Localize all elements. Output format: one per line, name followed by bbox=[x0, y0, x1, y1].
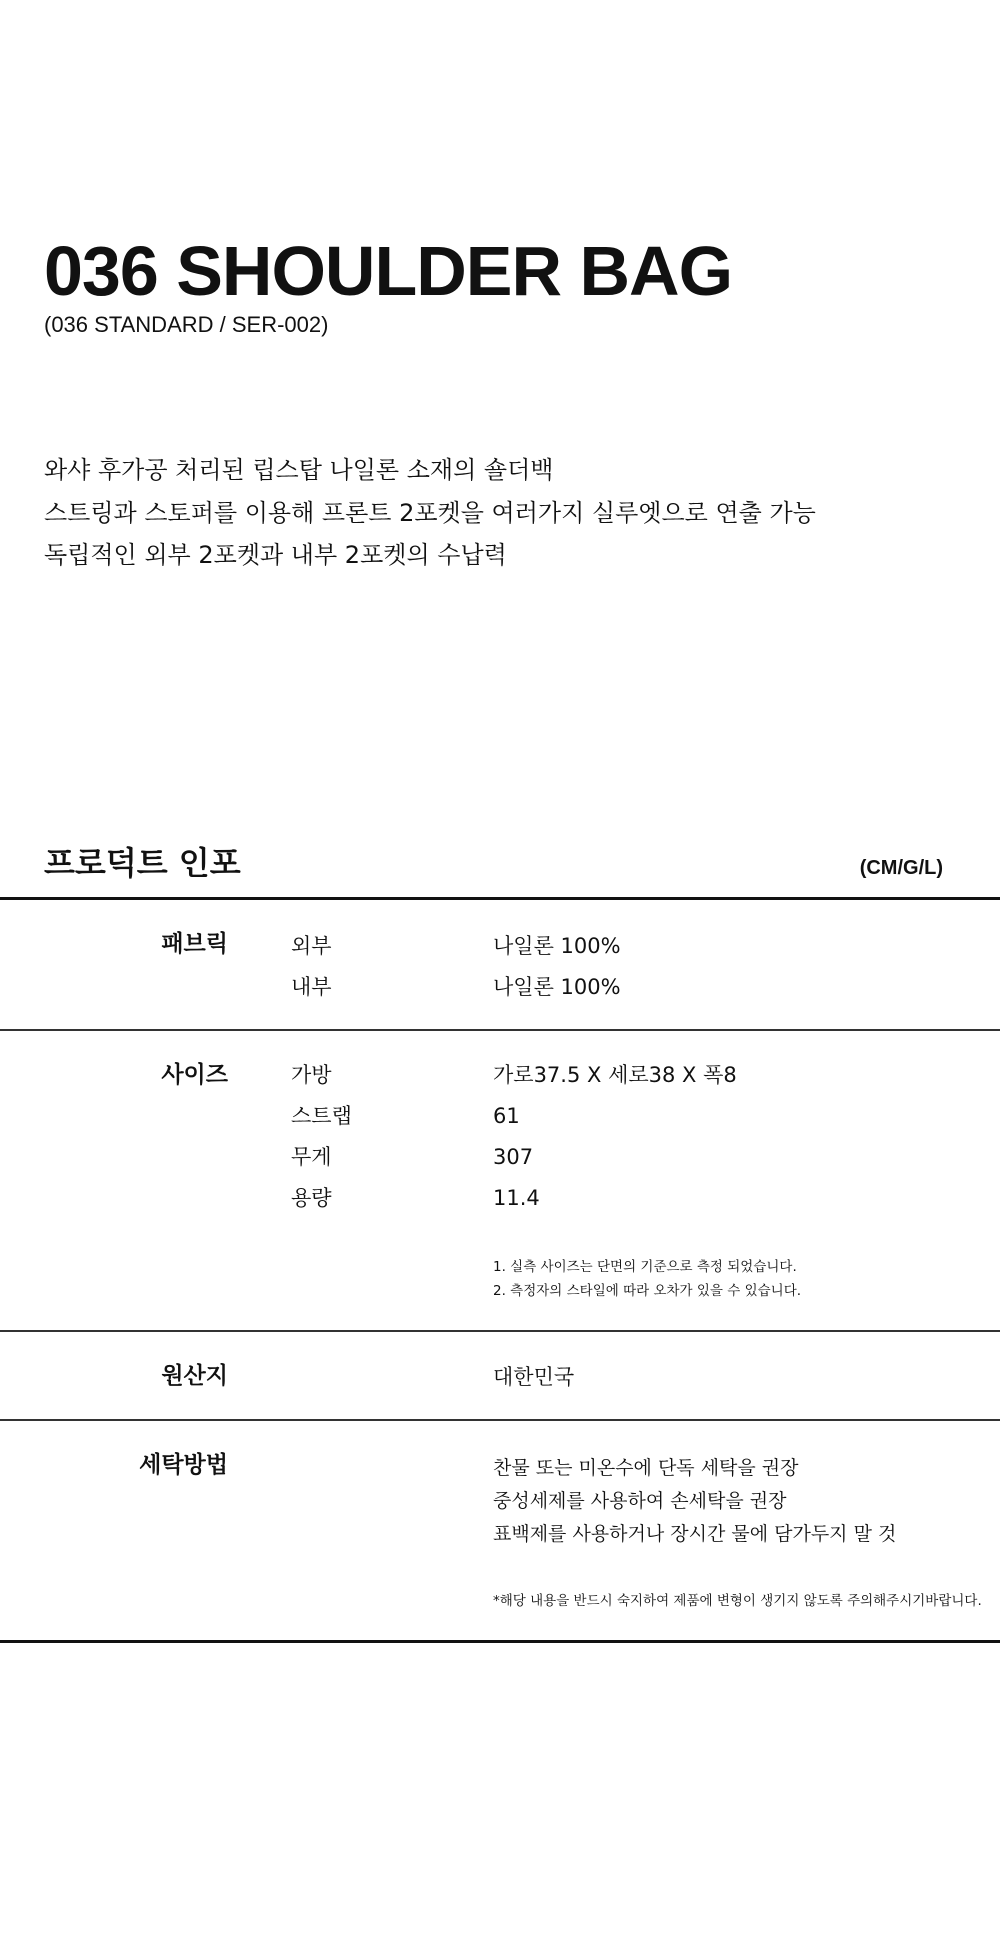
care-line: 표백제를 사용하거나 장시간 물에 담가두지 말 것 bbox=[493, 1523, 897, 1545]
size-strap-value: 61 bbox=[493, 1104, 520, 1128]
divider bbox=[0, 1640, 1000, 1643]
unit-label: (CM/G/L) bbox=[859, 857, 943, 879]
origin-value: 대한민국 bbox=[493, 1365, 575, 1389]
description-line: 와샤 후가공 처리된 립스탑 나일론 소재의 숄더백 bbox=[44, 456, 554, 484]
divider bbox=[0, 1330, 1000, 1332]
size-bag-value: 가로37.5 X 세로38 X 폭8 bbox=[493, 1063, 737, 1087]
size-volume-value: 11.4 bbox=[493, 1186, 540, 1210]
fabric-outer-label: 외부 bbox=[291, 934, 332, 958]
size-note: 1. 실측 사이즈는 단면의 기준으로 측정 되었습니다. bbox=[493, 1259, 797, 1275]
size-strap-label: 스트랩 bbox=[291, 1104, 352, 1128]
size-weight-label: 무게 bbox=[291, 1145, 332, 1169]
divider bbox=[0, 897, 1000, 900]
origin-label: 원산지 bbox=[161, 1363, 228, 1389]
size-weight-value: 307 bbox=[493, 1145, 534, 1169]
info-title: 프로덕트 인포 bbox=[44, 844, 241, 882]
size-label: 사이즈 bbox=[161, 1062, 228, 1088]
size-volume-label: 용량 bbox=[291, 1186, 332, 1210]
description-line: 독립적인 외부 2포켓과 내부 2포켓의 수납력 bbox=[44, 541, 507, 569]
care-note: *해당 내용을 반드시 숙지하여 제품에 변형이 생기지 않도록 주의해주시기바랍니다. bbox=[493, 1593, 982, 1609]
product-subtitle: (036 STANDARD / SER-002) bbox=[44, 312, 329, 337]
care-instructions bbox=[493, 1452, 896, 1551]
fabric-outer-value: 나일론 100% bbox=[493, 934, 621, 958]
divider bbox=[0, 1029, 1000, 1031]
description-line: 스트링과 스토퍼를 이용해 프론트 2포켓을 여러가지 실루엣으로 연출 가능 bbox=[44, 498, 816, 527]
divider bbox=[0, 1419, 1000, 1421]
fabric-inner-value: 나일론 100% bbox=[493, 975, 621, 999]
care-label: 세탁방법 bbox=[139, 1452, 228, 1478]
size-note: 2. 측정자의 스타일에 따라 오차가 있을 수 있습니다. bbox=[493, 1283, 802, 1299]
care-line: 찬물 또는 미온수에 단독 세탁을 권장 bbox=[493, 1457, 799, 1479]
product-title: 036 SHOULDER BAG bbox=[44, 232, 733, 310]
product-description bbox=[44, 449, 816, 577]
fabric-label: 패브릭 bbox=[161, 931, 228, 957]
fabric-inner-label: 내부 bbox=[291, 975, 332, 999]
size-bag-label: 가방 bbox=[291, 1063, 332, 1087]
care-line: 중성세제를 사용하여 손세탁을 권장 bbox=[493, 1490, 787, 1512]
